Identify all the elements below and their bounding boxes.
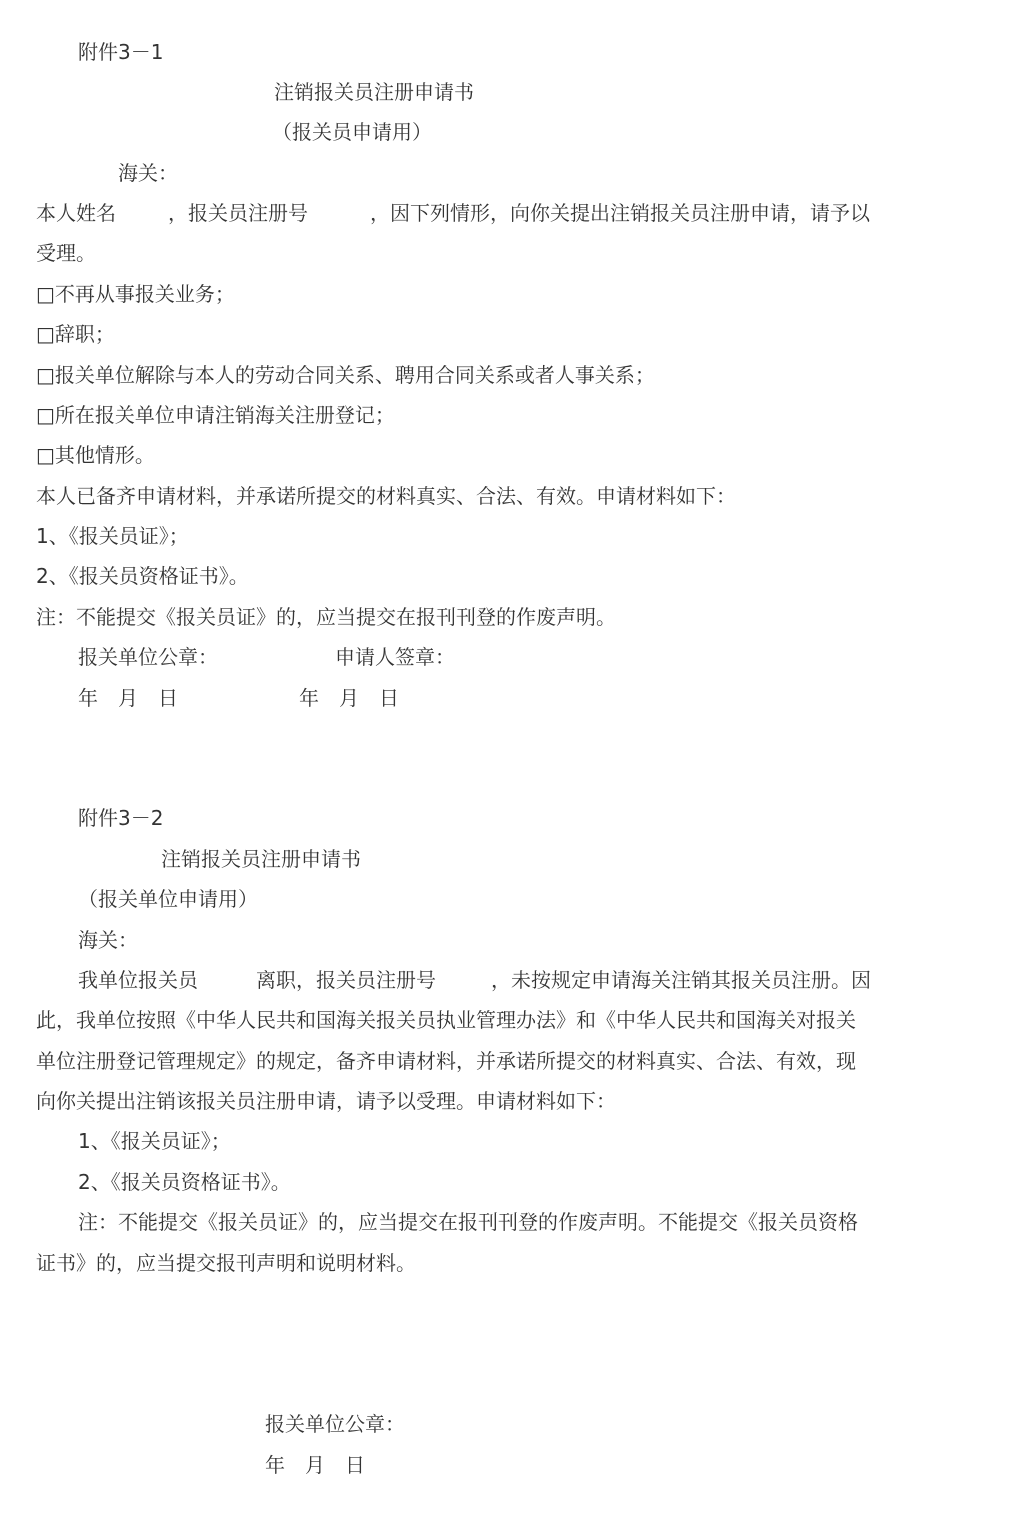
form1-note: 注：不能提交《报关员证》的，应当提交在报刊刊登的作废声明。 [36,605,616,629]
form2-body-staff-label: 我单位报关员 [78,968,198,992]
form2-body-line: 此，我单位按照《中华人民共和国海关报关员执业管理办法》和《中华人民共和国海关对报关 [36,1008,856,1032]
form1-intro-name-label: 本人姓名 [36,201,116,225]
form2-note: 注：不能提交《报关员证》的，应当提交在报刊刊登的作废声明。不能提交《报关员资格 [78,1210,858,1234]
form2-material-item: 1、《报关员证》； [78,1129,231,1153]
form2-seal-date: 年 月 日 [265,1453,365,1477]
form1-option-checkbox: □不再从事报关业务； [36,282,235,306]
form2-attachment-label: 附件3－2 [78,806,164,830]
form1-material-item: 1、《报关员证》； [36,524,189,548]
form1-seal-label: 报关单位公章： [78,645,218,669]
form1-intro-regno-label: ，报关员注册号 [168,201,308,225]
form1-seal-date: 年 月 日 [78,686,178,710]
form2-body-first-line [78,968,871,992]
form1-option-checkbox: □辞职； [36,322,115,346]
form1-subtitle: （报关员申请用） [272,120,432,144]
form1-title: 注销报关员注册申请书 [274,80,474,104]
form2-body-line: 单位注册登记管理规定》的规定，备齐申请材料，并承诺所提交的材料真实、合法、有效，现 [36,1049,856,1073]
form1-intro-end: 受理。 [36,241,96,265]
form1-intro [36,201,870,225]
form2-material-item: 2、《报关员资格证书》。 [78,1170,291,1194]
form1-attachment-label: 附件3－1 [78,40,164,64]
form1-option-checkbox: □其他情形。 [36,443,155,467]
form2-body-text: ，未按规定申请海关注销其报关员注册。因 [491,968,871,992]
form2-subtitle: （报关单位申请用） [78,887,258,911]
form2-addressee: 海关： [78,928,138,952]
form1-option-checkbox: □所在报关单位申请注销海关注册登记； [36,403,395,427]
form2-body-regno-label: 离职，报关员注册号 [256,968,436,992]
form1-material-item: 2、《报关员资格证书》。 [36,564,249,588]
form1-sign-date: 年 月 日 [299,686,399,710]
form1-commitment: 本人已备齐申请材料，并承诺所提交的材料真实、合法、有效。申请材料如下： [36,484,736,508]
form2-body-line: 向你关提出注销该报关员注册申请，请予以受理。申请材料如下： [36,1089,616,1113]
form2-note-continued: 证书》的，应当提交报刊声明和说明材料。 [36,1251,416,1275]
form1-sign-label: 申请人签章： [335,645,455,669]
form1-intro-reason: ，因下列情形，向你关提出注销报关员注册申请，请予以 [370,201,870,225]
form2-seal-label: 报关单位公章： [265,1412,405,1436]
form1-option-checkbox: □报关单位解除与本人的劳动合同关系、聘用合同关系或者人事关系； [36,363,655,387]
form1-addressee: 海关： [118,161,178,185]
form2-title: 注销报关员注册申请书 [161,847,361,871]
